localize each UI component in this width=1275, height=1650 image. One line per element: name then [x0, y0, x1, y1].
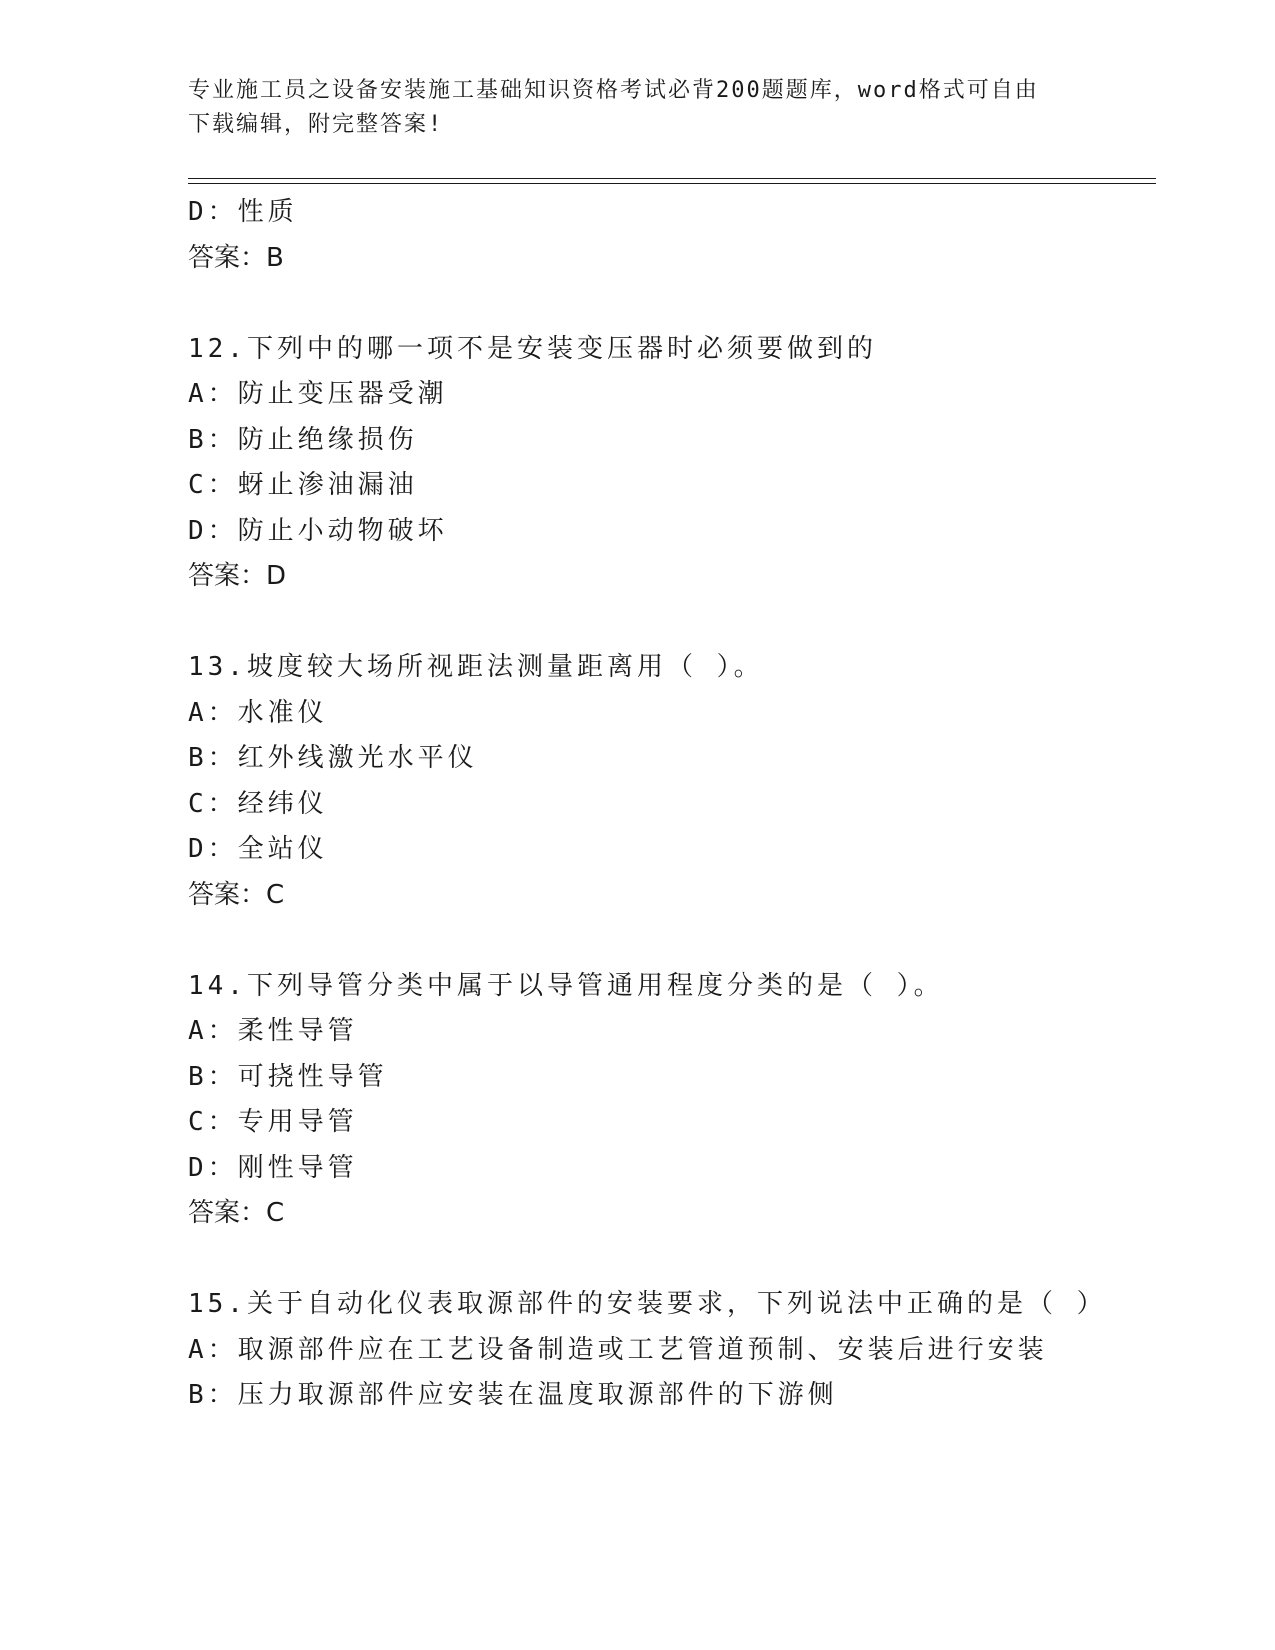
option-b: B：防止绝缘损伤: [188, 424, 418, 455]
question-block: [188, 1282, 1156, 1419]
question-block: [188, 964, 1156, 1237]
header-divider-bottom: [188, 183, 1156, 184]
option-c: C：蚜止渗油漏油: [188, 470, 418, 500]
spacer: [188, 1237, 1156, 1283]
answer-line: 答案：C: [188, 1198, 285, 1228]
spacer: [188, 600, 1156, 646]
option-c: C：经纬仪: [188, 788, 328, 819]
option-d: D：全站仪: [188, 834, 328, 864]
option-a: A：水准仪: [188, 697, 328, 728]
question-stem: 14.下列导管分类中属于以导管通用程度分类的是（ ）。: [188, 970, 944, 1001]
document-header: [188, 74, 1088, 142]
option-b: B：压力取源部件应安装在温度取源部件的下游侧: [188, 1380, 838, 1410]
question-block: [188, 327, 1156, 600]
header-divider-top: [188, 178, 1156, 179]
spacer: [188, 918, 1156, 964]
answer-line: 答案：D: [188, 561, 287, 591]
option-d: D：刚性导管: [188, 1152, 358, 1183]
question-stem: 15.关于自动化仪表取源部件的安装要求，下列说法中正确的是（ ）: [188, 1289, 1107, 1319]
header-line-2: 下载编辑，附完整答案!: [188, 112, 444, 137]
header-line-1: 专业施工员之设备安装施工基础知识资格考试必背200题题库，word格式可自由: [188, 78, 1039, 103]
option-b: B：红外线激光水平仪: [188, 743, 478, 773]
option-b: B：可挠性导管: [188, 1061, 388, 1092]
option-d: D：防止小动物破坏: [188, 515, 448, 546]
option-d: D：性质: [188, 197, 298, 227]
answer-line: 答案：C: [188, 879, 285, 910]
option-a: A：防止变压器受潮: [188, 379, 448, 409]
question-list: [188, 190, 1156, 1419]
question-stem: 13.坡度较大场所视距法测量距离用（ ）。: [188, 652, 764, 682]
option-c: C：专用导管: [188, 1107, 358, 1137]
option-a: A：柔性导管: [188, 1016, 358, 1046]
answer-line: 答案：B: [188, 242, 284, 273]
question-stem: 12.下列中的哪一项不是安装变压器时必须要做到的: [188, 333, 877, 364]
question-block: [188, 645, 1156, 918]
spacer: [188, 281, 1156, 327]
option-a: A：取源部件应在工艺设备制造或工艺管道预制、安装后进行安装: [188, 1334, 1048, 1365]
